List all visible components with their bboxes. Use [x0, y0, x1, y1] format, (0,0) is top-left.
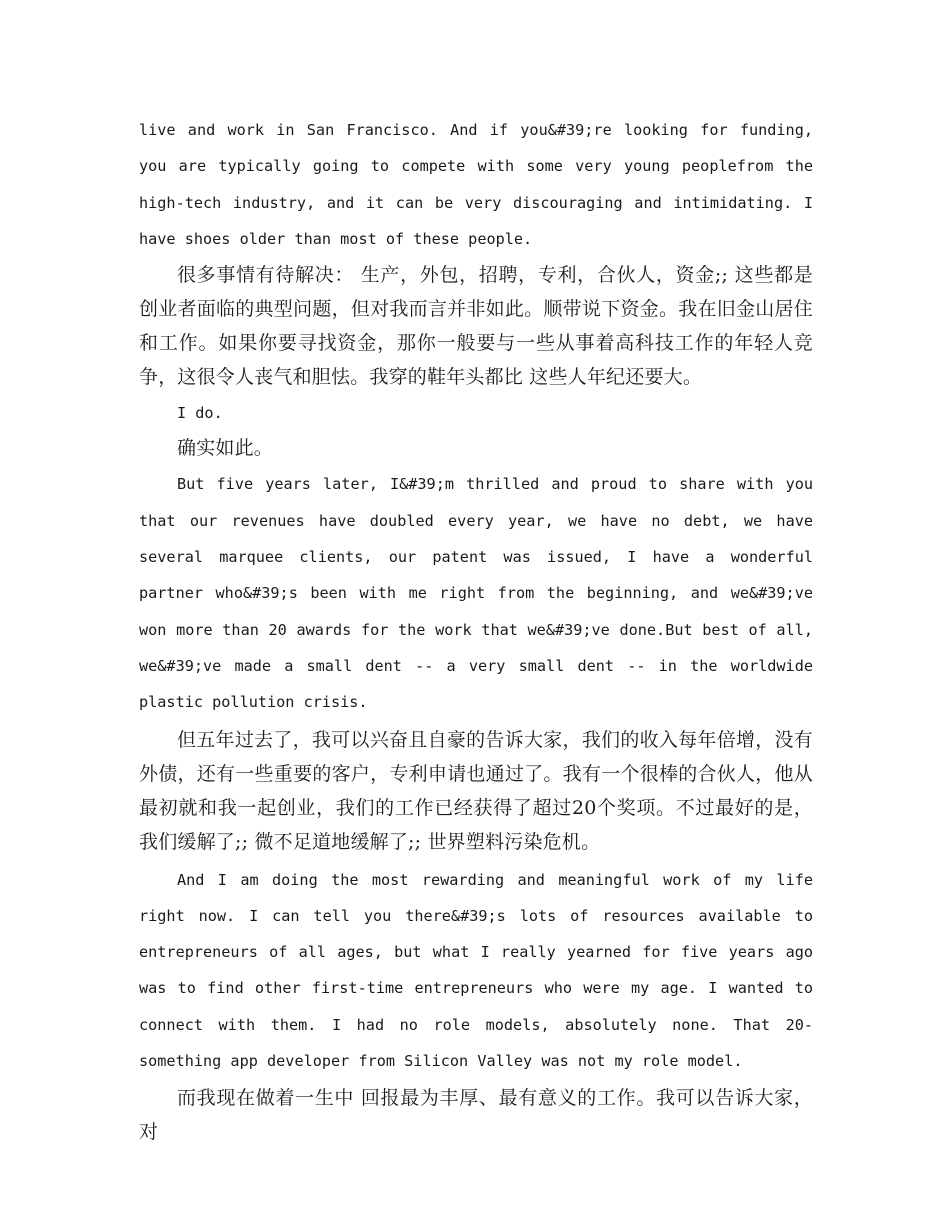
paragraph-chinese-i-do: 确实如此。 [177, 437, 274, 460]
paragraph-chinese-funding: 很多事情有待解决： 生产，外包，招聘，专利，合伙人，资金;; 这些都是创业者面临的典型问题，但对我而言并非如此。顺带说下资金。我在旧金山居住和工作。如果你要寻找资金，那你一般要与一些从事着高科技工作的年轻人竞争，这很令人丧气和胆怯。我穿的鞋年头都比 这些人年纪还要大。 [139, 264, 813, 389]
paragraph-english-rewarding-work: And I am doing the most rewarding and meaningful work of my life right now. I can tell you there&#39;s lots of resources available to entrepreneurs of all ages, but what I really yearned for five years ago was to find other first-time entrepreneurs who were my age. I wanted to connect with them. I had no role models, absolutely none. That 20-something app developer from Silicon Valley was not my role model. [139, 870, 813, 1071]
paragraph-english-five-years: But five years later, I&#39;m thrilled and proud to share with you that our revenues have doubled every year, we have no debt, we have several marquee clients, our patent was issued, I have a wonderful partner who&#39;s been with me right from the beginning, and we&#39;ve won more than 20 awards for the work that we&#39;ve done.But best of all, we&#39;ve made a small dent -- a very small dent -- in the worldwide plastic pollution crisis. [139, 475, 813, 712]
paragraph-english-funding: live and work in San Francisco. And if you&#39;re looking for funding, you are typically going to compete with some very young peoplefrom the high-tech industry, and it can be very discouraging and intimidating. I have shoes older than most of these people. [139, 121, 813, 248]
paragraph-english-i-do: I do. [177, 404, 223, 423]
document-page [139, 112, 813, 1149]
paragraph-chinese-five-years: 但五年过去了，我可以兴奋且自豪的告诉大家，我们的收入每年倍增，没有外债，还有一些重要的客户，专利申请也通过了。我有一个很棒的合伙人，他从最初就和我一起创业，我们的工作已经获得了超过20个奖项。不过最好的是，我们缓解了;; 微不足道地缓解了;; 世界塑料污染危机。 [139, 728, 813, 853]
paragraph-chinese-rewarding-work: 而我现在做着一生中 回报最为丰厚、最有意义的工作。我可以告诉大家，对 [139, 1087, 813, 1144]
